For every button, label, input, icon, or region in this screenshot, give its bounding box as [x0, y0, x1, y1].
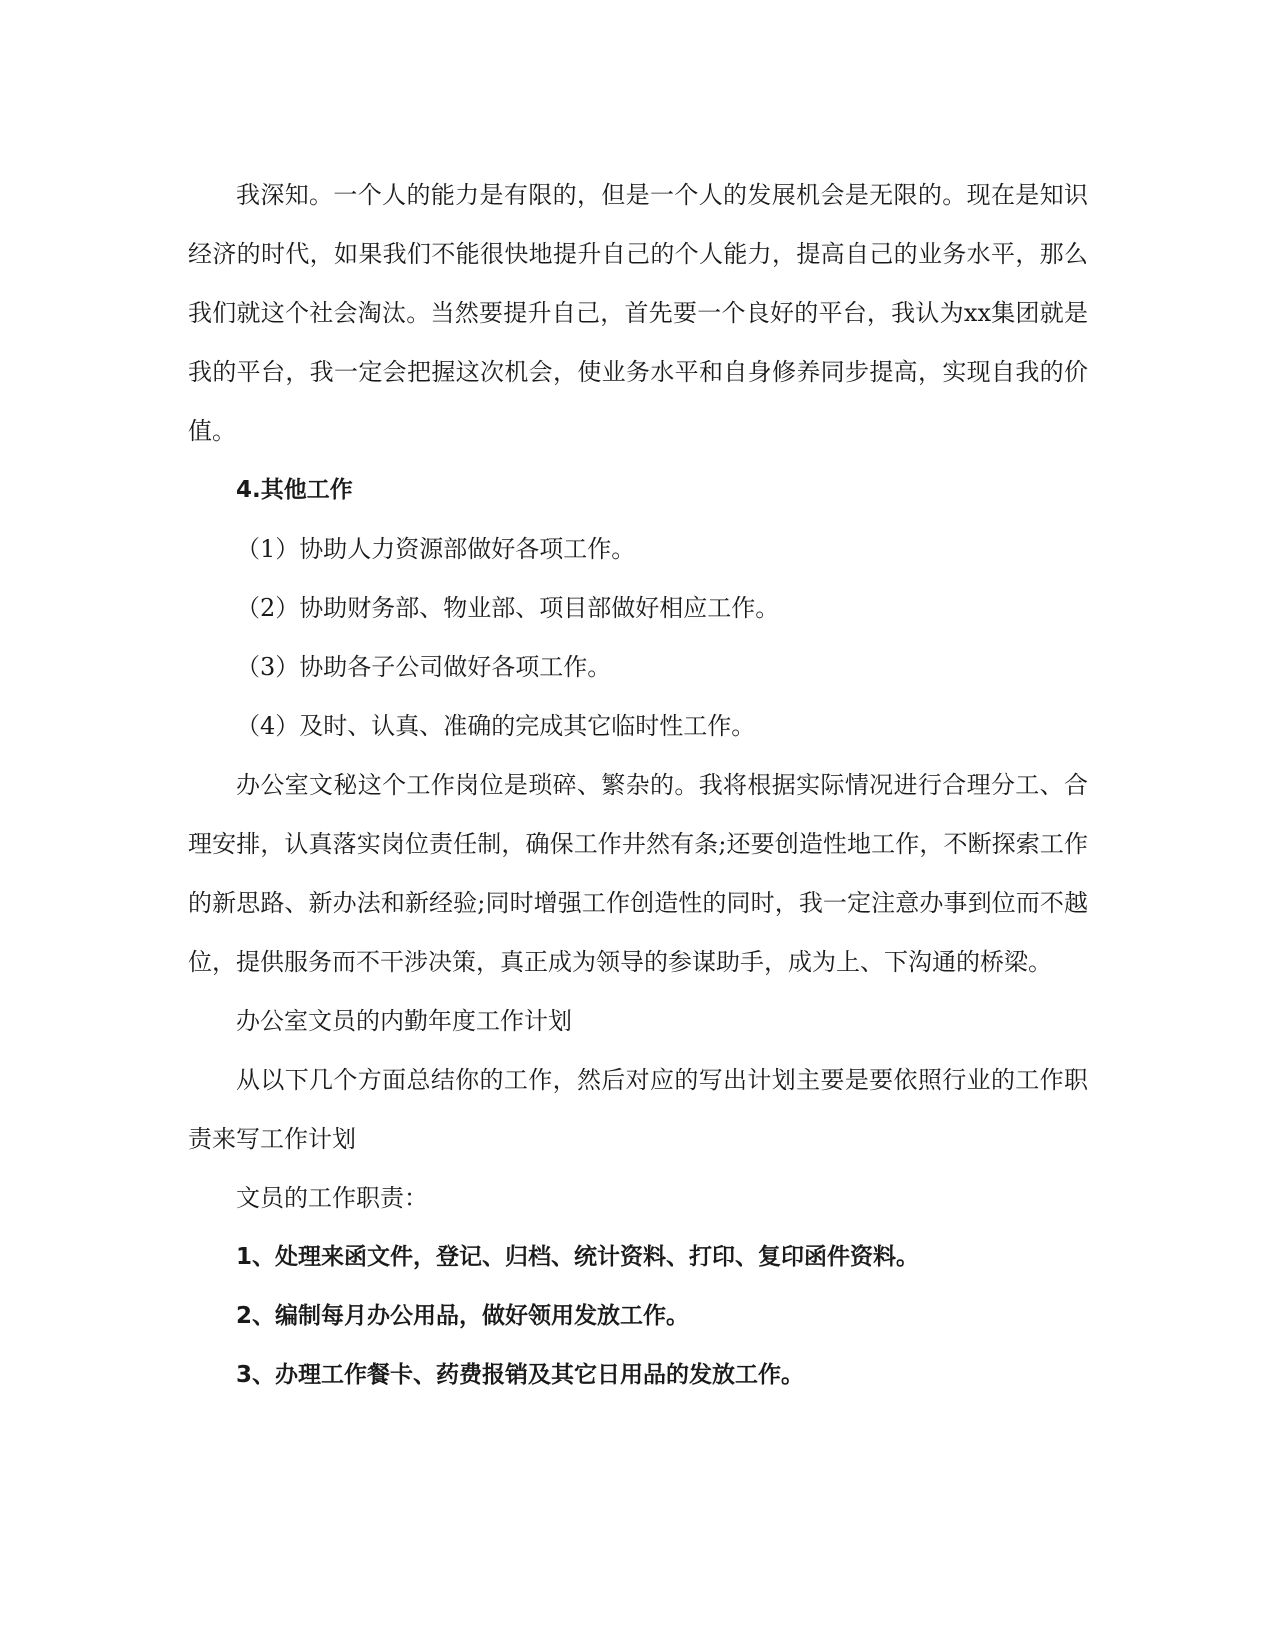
heading-other-work: 4.其他工作 — [236, 477, 353, 503]
duty-item: 1、处理来函文件，登记、归档、统计资料、打印、复印函件资料。 — [236, 1244, 920, 1270]
list-item: （4）及时、认真、准确的完成其它临时性工作。 — [236, 712, 756, 740]
duty-item: 2、编制每月办公用品，做好领用发放工作。 — [236, 1303, 690, 1329]
duty-item: 3、办理工作餐卡、药费报销及其它日用品的发放工作。 — [236, 1362, 805, 1388]
paragraph-plan-guidance: 从以下几个方面总结你的工作，然后对应的写出计划主要是要依照行业的工作职责来写工作计划 — [188, 1066, 1088, 1153]
label-job-duties: 文员的工作职责： — [236, 1184, 428, 1212]
section-title-annual-plan: 办公室文员的内勤年度工作计划 — [236, 1007, 572, 1035]
list-item: （1）协助人力资源部做好各项工作。 — [236, 535, 636, 563]
paragraph-self-development: 我深知。一个人的能力是有限的，但是一个人的发展机会是无限的。现在是知识经济的时代，如果我们不能很快地提升自己的个人能力，提高自己的业务水平，那么我们就这个社会淘汰。当然要提升自己，首先要一个良好的平台，我认为xx集团就是我的平台，我一定会把握这次机会，使业务水平和自身修养同步提高，实现自我的价值。 — [188, 181, 1088, 445]
document-body — [188, 166, 1088, 1405]
list-item: （2）协助财务部、物业部、项目部做好相应工作。 — [236, 594, 780, 622]
list-item: （3）协助各子公司做好各项工作。 — [236, 653, 612, 681]
paragraph-secretary-role: 办公室文秘这个工作岗位是琐碎、繁杂的。我将根据实际情况进行合理分工、合理安排，认真落实岗位责任制，确保工作井然有条;还要创造性地工作，不断探索工作的新思路、新办法和新经验;同时增强工作创造性的同时，我一定注意办事到位而不越位，提供服务而不干涉决策，真正成为领导的参谋助手，成为上、下沟通的桥梁。 — [188, 771, 1088, 976]
